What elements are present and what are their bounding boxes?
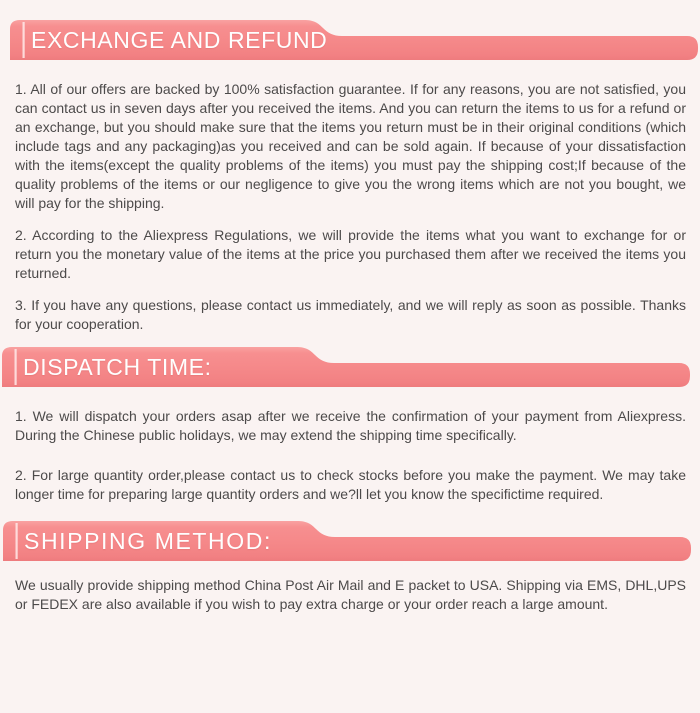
policy-paragraph: 1. All of our offers are backed by 100% satisfaction guarantee. If for any reasons, you are not satisfied, you can contact us in seven days after you received the items. And you can return the items to us for a refund or an exchange, but you should make sure that the items you return must be in their original conditions (which include tags and any packaging)as you received and can be sold again. If because of your dissatisfaction with the items(except the quality problems of the items) you must pay the shipping cost;If because of the quality problems of the items or our negligence to give you the wrong items which are not you bought, we will pay for the shipping. xyxy=(15,81,686,211)
section-exchange-refund xyxy=(0,20,700,334)
policy-paragraph: We usually provide shipping method China Post Air Mail and E packet to USA. Shipping via EMS, DHL,UPS or FEDEX are also available if you wish to pay extra charge or your order reach a large amount. xyxy=(15,577,686,612)
section-header-shipping-method xyxy=(3,521,691,561)
policy-paragraph: 3. If you have any questions, please contact us immediately, and we will reply as soon as possible. Thanks for your cooperation. xyxy=(15,297,686,332)
section-title: EXCHANGE AND REFUND xyxy=(31,26,328,53)
section-header-exchange-refund xyxy=(10,20,698,60)
section-title: SHIPPING METHOD: xyxy=(24,527,272,554)
section-title: DISPATCH TIME: xyxy=(23,353,212,380)
section-header-dispatch-time xyxy=(2,347,690,387)
section-shipping-method xyxy=(0,521,700,614)
section-dispatch-time xyxy=(0,347,700,504)
policy-paragraph: 2. For large quantity order,please contact us to check stocks before you make the payment. We may take longer time for preparing large quantity orders and we?ll let you know the specifictime required. xyxy=(15,467,686,502)
seller-policy-description xyxy=(0,20,700,713)
policy-paragraph: 2. According to the Aliexpress Regulations, we will provide the items what you want to exchange for or return you the monetary value of the items at the price you purchased them after we received the items you returned. xyxy=(15,227,686,281)
policy-paragraph: 1. We will dispatch your orders asap after we receive the confirmation of your payment from Aliexpress. During the Chinese public holidays, we may extend the shipping time specifically. xyxy=(15,408,686,443)
